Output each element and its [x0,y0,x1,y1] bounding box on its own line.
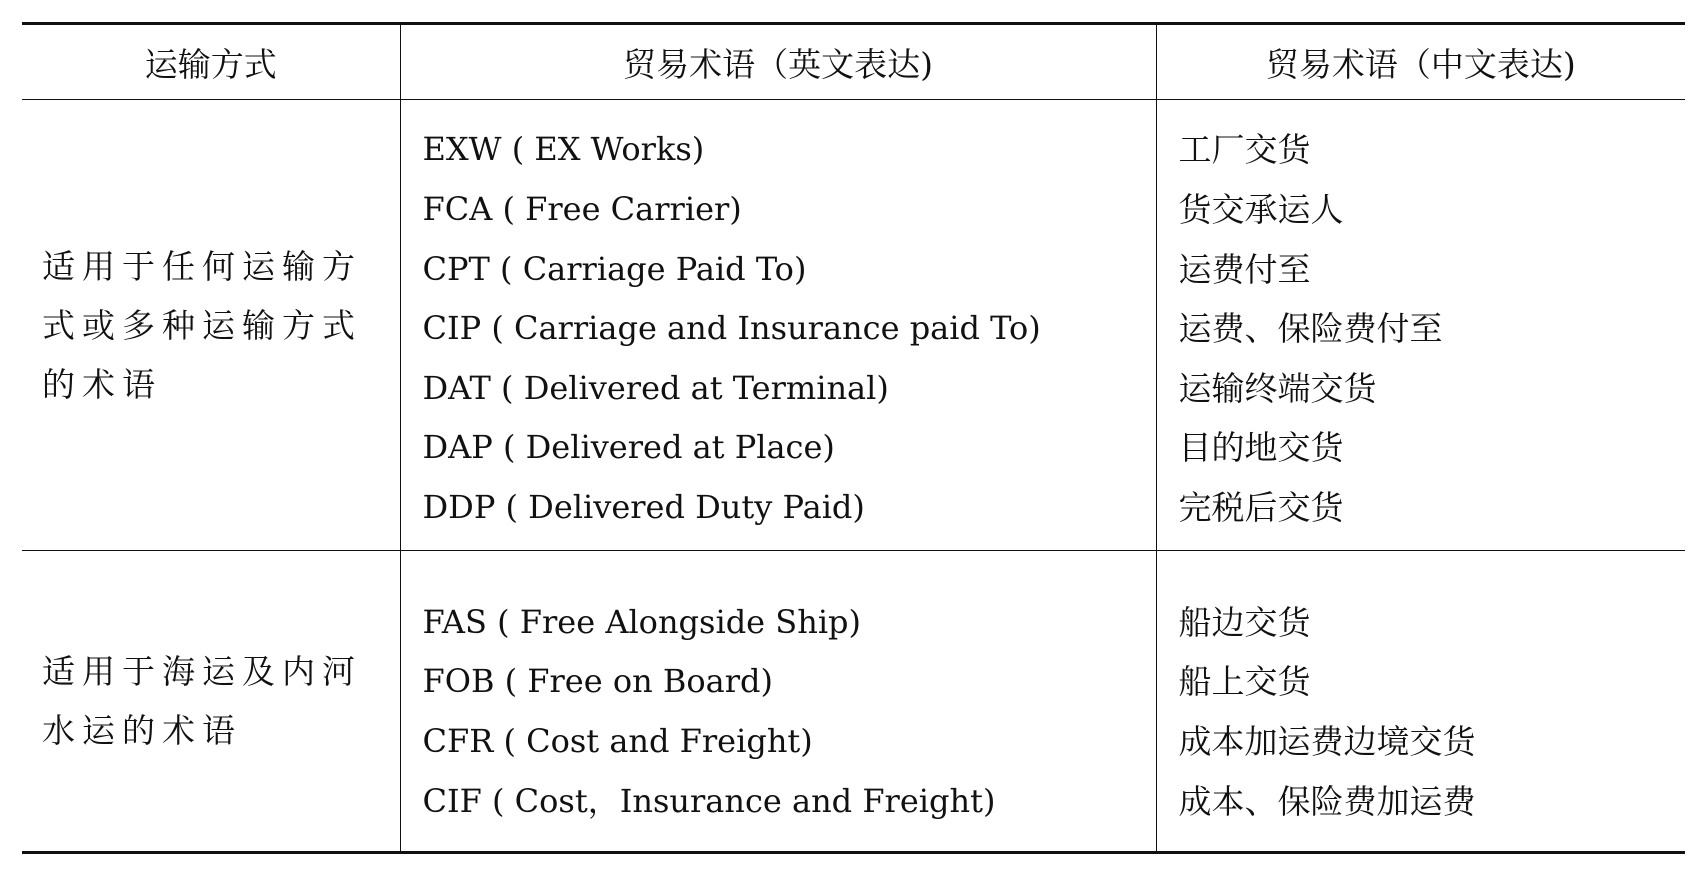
table-row [22,100,1685,551]
header-row [22,24,1685,100]
chinese-term: 船上交货 [1178,662,1311,702]
english-term: CIP ( Carriage and Insurance paid To) [422,309,1041,348]
chinese-terms-cell [1156,551,1685,853]
table-row [22,551,1685,853]
english-terms-cell [400,551,1156,853]
header-term-english: 贸易术语（英文表达) [400,24,1156,100]
english-term: DDP ( Delivered Duty Paid) [422,487,865,526]
header-term-chinese: 贸易术语（中文表达) [1156,24,1685,100]
english-term-list [401,571,1156,831]
chinese-term: 货交承运人 [1178,190,1344,230]
chinese-term: 目的地交货 [1178,428,1344,468]
chinese-term: 运费付至 [1178,249,1311,289]
english-term: EXW ( EX Works) [422,130,705,169]
chinese-term: 完税后交货 [1178,487,1344,527]
chinese-term: 成本、保险费加运费 [1178,781,1476,821]
english-term-list [401,112,1156,537]
table-header [22,24,1685,100]
english-term: FOB ( Free on Board) [422,662,773,701]
english-term: CIF ( Cost，Insurance and Freight) [422,781,996,820]
incoterms-table [22,22,1685,854]
chinese-term-list [1157,112,1686,537]
chinese-term: 成本加运费边境交货 [1178,722,1476,761]
english-terms-cell [400,100,1156,551]
english-term: DAT ( Delivered at Terminal) [422,368,889,407]
english-term: CPT ( Carriage Paid To) [422,249,807,288]
header-transport-mode: 运输方式 [22,24,400,100]
transport-mode-cell: 适用于任何运输方式或多种运输方式的术语 [22,100,400,551]
chinese-term: 运费、保险费付至 [1178,309,1443,349]
chinese-term-list [1157,571,1686,831]
english-term: DAP ( Delivered at Place) [422,428,835,467]
english-term: FAS ( Free Alongside Ship) [422,602,862,641]
chinese-terms-cell [1156,100,1685,551]
table-body [22,100,1685,853]
chinese-term: 船边交货 [1178,602,1311,642]
transport-mode-cell: 适用于海运及内河水运的术语 [22,551,400,853]
chinese-term: 运输终端交货 [1178,368,1377,408]
english-term: FCA ( Free Carrier) [422,190,742,229]
english-term: CFR ( Cost and Freight) [422,722,813,760]
chinese-term: 工厂交货 [1178,130,1311,170]
